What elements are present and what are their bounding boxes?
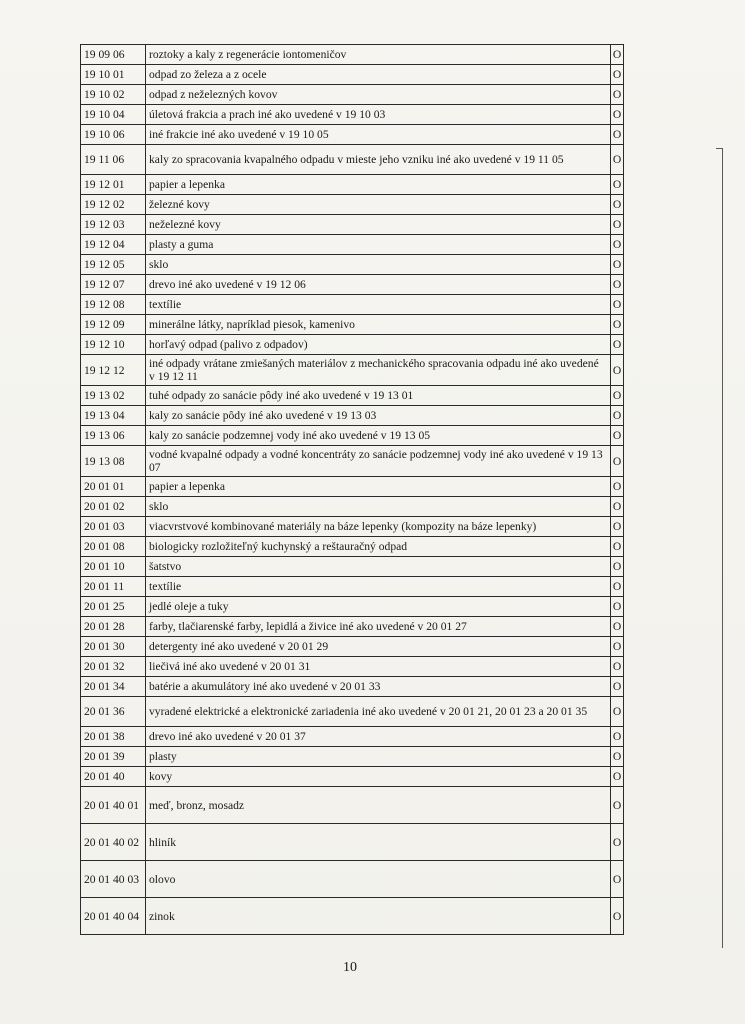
waste-code: 19 11 06 <box>81 145 146 175</box>
waste-code: 19 09 06 <box>81 45 146 65</box>
waste-code: 20 01 40 01 <box>81 787 146 824</box>
waste-category: O <box>611 295 624 315</box>
waste-category: O <box>611 861 624 898</box>
waste-category: O <box>611 125 624 145</box>
waste-description: textílie <box>146 295 611 315</box>
waste-description: železné kovy <box>146 195 611 215</box>
table-row <box>81 697 624 727</box>
waste-description: kaly zo sanácie pôdy iné ako uvedené v 19 13 03 <box>146 406 611 426</box>
waste-category: O <box>611 597 624 617</box>
waste-description: neželezné kovy <box>146 215 611 235</box>
waste-description: úletová frakcia a prach iné ako uvedené v 19 10 03 <box>146 105 611 125</box>
waste-code: 19 12 05 <box>81 255 146 275</box>
waste-description: hliník <box>146 824 611 861</box>
table-row <box>81 577 624 597</box>
margin-tick <box>716 148 723 149</box>
waste-description: kaly zo spracovania kvapalného odpadu v mieste jeho vzniku iné ako uvedené v 19 11 05 <box>146 145 611 175</box>
waste-category: O <box>611 355 624 386</box>
waste-category: O <box>611 85 624 105</box>
waste-description: zinok <box>146 898 611 935</box>
table-row <box>81 727 624 747</box>
table-row <box>81 747 624 767</box>
waste-description: viacvrstvové kombinované materiály na báze lepenky (kompozity na báze lepenky) <box>146 517 611 537</box>
table-row <box>81 386 624 406</box>
table-row <box>81 315 624 335</box>
table-row <box>81 85 624 105</box>
waste-code: 19 12 12 <box>81 355 146 386</box>
table-row <box>81 557 624 577</box>
waste-category: O <box>611 657 624 677</box>
table-row <box>81 767 624 787</box>
waste-code: 19 12 08 <box>81 295 146 315</box>
waste-code: 19 12 10 <box>81 335 146 355</box>
table-body <box>81 45 624 935</box>
table-row <box>81 175 624 195</box>
waste-category: O <box>611 175 624 195</box>
waste-category: O <box>611 477 624 497</box>
waste-code: 20 01 28 <box>81 617 146 637</box>
table-row <box>81 355 624 386</box>
waste-category: O <box>611 747 624 767</box>
waste-code: 20 01 36 <box>81 697 146 727</box>
waste-code: 19 12 09 <box>81 315 146 335</box>
waste-description: iné odpady vrátane zmiešaných materiálov z mechanického spracovania odpadu iné ako uvedené v 19 12 11 <box>146 355 611 386</box>
waste-category: O <box>611 45 624 65</box>
waste-code: 19 13 08 <box>81 446 146 477</box>
waste-code: 20 01 08 <box>81 537 146 557</box>
table-row <box>81 295 624 315</box>
waste-category: O <box>611 824 624 861</box>
table-row <box>81 787 624 824</box>
waste-code: 19 10 02 <box>81 85 146 105</box>
waste-description: plasty <box>146 747 611 767</box>
waste-code: 19 12 04 <box>81 235 146 255</box>
waste-category: O <box>611 335 624 355</box>
waste-code: 20 01 38 <box>81 727 146 747</box>
waste-category: O <box>611 386 624 406</box>
waste-description: iné frakcie iné ako uvedené v 19 10 05 <box>146 125 611 145</box>
table-row <box>81 657 624 677</box>
table-row <box>81 195 624 215</box>
waste-description: liečivá iné ako uvedené v 20 01 31 <box>146 657 611 677</box>
table-row <box>81 446 624 477</box>
waste-category: O <box>611 497 624 517</box>
table-row <box>81 898 624 935</box>
waste-category: O <box>611 275 624 295</box>
page-number: 10 <box>343 960 357 975</box>
waste-code: 20 01 02 <box>81 497 146 517</box>
waste-code: 19 10 04 <box>81 105 146 125</box>
waste-catalogue-table <box>80 44 624 935</box>
waste-code: 20 01 40 03 <box>81 861 146 898</box>
waste-description: vodné kvapalné odpady a vodné koncentráty zo sanácie podzemnej vody iné ako uvedené v 19 13 07 <box>146 446 611 477</box>
waste-description: odpad z neželezných kovov <box>146 85 611 105</box>
table-row <box>81 406 624 426</box>
table-row <box>81 597 624 617</box>
waste-category: O <box>611 446 624 477</box>
waste-category: O <box>611 537 624 557</box>
table-row <box>81 477 624 497</box>
table-row <box>81 497 624 517</box>
waste-description: minerálne látky, napríklad piesok, kamenivo <box>146 315 611 335</box>
waste-code: 20 01 34 <box>81 677 146 697</box>
waste-category: O <box>611 727 624 747</box>
waste-code: 20 01 03 <box>81 517 146 537</box>
waste-description: tuhé odpady zo sanácie pôdy iné ako uvedené v 19 13 01 <box>146 386 611 406</box>
waste-description: farby, tlačiarenské farby, lepidlá a živice iné ako uvedené v 20 01 27 <box>146 617 611 637</box>
waste-description: sklo <box>146 255 611 275</box>
waste-description: drevo iné ako uvedené v 19 12 06 <box>146 275 611 295</box>
waste-category: O <box>611 235 624 255</box>
waste-code: 20 01 25 <box>81 597 146 617</box>
waste-category: O <box>611 767 624 787</box>
waste-description: papier a lepenka <box>146 477 611 497</box>
waste-code: 20 01 10 <box>81 557 146 577</box>
waste-code: 20 01 40 02 <box>81 824 146 861</box>
waste-category: O <box>611 65 624 85</box>
waste-category: O <box>611 315 624 335</box>
waste-code: 20 01 11 <box>81 577 146 597</box>
waste-category: O <box>611 406 624 426</box>
table-row <box>81 677 624 697</box>
table-row <box>81 617 624 637</box>
table-row <box>81 125 624 145</box>
margin-rule <box>722 148 723 948</box>
table-row <box>81 426 624 446</box>
waste-category: O <box>611 195 624 215</box>
waste-description: olovo <box>146 861 611 898</box>
table-row <box>81 824 624 861</box>
waste-category: O <box>611 426 624 446</box>
waste-description: textílie <box>146 577 611 597</box>
table-row <box>81 637 624 657</box>
table-row <box>81 861 624 898</box>
waste-description: roztoky a kaly z regenerácie iontomeničov <box>146 45 611 65</box>
waste-category: O <box>611 787 624 824</box>
waste-code: 19 10 01 <box>81 65 146 85</box>
waste-category: O <box>611 517 624 537</box>
table-row <box>81 537 624 557</box>
waste-description: odpad zo železa a z ocele <box>146 65 611 85</box>
waste-category: O <box>611 215 624 235</box>
waste-description: jedlé oleje a tuky <box>146 597 611 617</box>
waste-description: batérie a akumulátory iné ako uvedené v 20 01 33 <box>146 677 611 697</box>
waste-description: biologicky rozložiteľný kuchynský a reštauračný odpad <box>146 537 611 557</box>
waste-category: O <box>611 105 624 125</box>
table-row <box>81 145 624 175</box>
waste-code: 19 13 04 <box>81 406 146 426</box>
waste-description: sklo <box>146 497 611 517</box>
waste-description: papier a lepenka <box>146 175 611 195</box>
waste-code: 20 01 39 <box>81 747 146 767</box>
waste-description: kaly zo sanácie podzemnej vody iné ako uvedené v 19 13 05 <box>146 426 611 446</box>
table-row <box>81 215 624 235</box>
waste-code: 19 12 02 <box>81 195 146 215</box>
table-row <box>81 105 624 125</box>
waste-code: 20 01 40 04 <box>81 898 146 935</box>
waste-description: meď, bronz, mosadz <box>146 787 611 824</box>
waste-category: O <box>611 145 624 175</box>
waste-description: vyradené elektrické a elektronické zariadenia iné ako uvedené v 20 01 21, 20 01 23 a 20 01 35 <box>146 697 611 727</box>
waste-code: 20 01 30 <box>81 637 146 657</box>
waste-category: O <box>611 255 624 275</box>
table-row <box>81 335 624 355</box>
waste-code: 20 01 01 <box>81 477 146 497</box>
waste-category: O <box>611 898 624 935</box>
waste-description: horľavý odpad (palivo z odpadov) <box>146 335 611 355</box>
waste-category: O <box>611 677 624 697</box>
waste-code: 19 12 01 <box>81 175 146 195</box>
waste-category: O <box>611 617 624 637</box>
table-row <box>81 45 624 65</box>
table-row <box>81 255 624 275</box>
waste-description: plasty a guma <box>146 235 611 255</box>
waste-description: šatstvo <box>146 557 611 577</box>
waste-description: drevo iné ako uvedené v 20 01 37 <box>146 727 611 747</box>
waste-code: 19 10 06 <box>81 125 146 145</box>
waste-category: O <box>611 577 624 597</box>
waste-category: O <box>611 557 624 577</box>
waste-code: 20 01 32 <box>81 657 146 677</box>
table-row <box>81 517 624 537</box>
waste-description: kovy <box>146 767 611 787</box>
waste-code: 19 12 03 <box>81 215 146 235</box>
table-row <box>81 235 624 255</box>
waste-category: O <box>611 637 624 657</box>
waste-code: 20 01 40 <box>81 767 146 787</box>
table-row <box>81 275 624 295</box>
waste-code: 19 13 06 <box>81 426 146 446</box>
table-row <box>81 65 624 85</box>
waste-description: detergenty iné ako uvedené v 20 01 29 <box>146 637 611 657</box>
waste-code: 19 12 07 <box>81 275 146 295</box>
waste-code: 19 13 02 <box>81 386 146 406</box>
waste-category: O <box>611 697 624 727</box>
